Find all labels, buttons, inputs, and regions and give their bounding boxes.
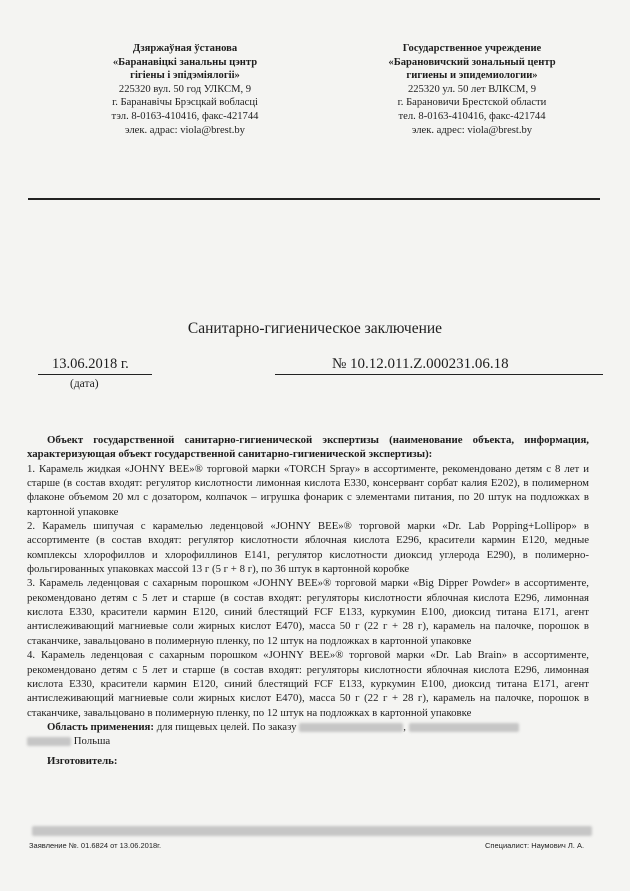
object-heading: Объект государственной санитарно-гигиенической экспертизы (наименование объекта, информация, характеризующая объект государственной санитарно-гигиенической экспертизы): [27,434,589,461]
redacted-city [27,737,71,746]
header-right-addr1: 225320 ул. 50 лет ВЛКСМ, 9 [407,83,537,95]
header-right-org: Государственное учреждение [402,43,542,54]
date-underline [38,374,152,375]
redacted-client [299,723,403,732]
manufacturer-label: Изготовитель: [47,754,118,767]
header-left-addr2: г. Баранавічы Брэсцкай вобласці [112,97,258,109]
scope-text: для пищевых целей. По заказу [156,720,297,733]
country-line [27,734,589,748]
header-divider [28,198,600,200]
date-caption: (дата) [70,378,99,390]
header-right-email: элек. адрес: viola@brest.by [411,124,533,136]
item-4: 4. Карамель леденцовая с сахарным порошком «JOHNY BEE»® торговой марки «Dr. Lab Brain» в ассортименте, рекомендовано детям с 5 лет и старше (в состав входят: регуляторы кислотности яблочная кислота Е296, лимонная кислота Е330, красители кармин Е120, синий блестящий FCF Е133, куркумин Е100, диоксид титана Е171, агент антислеживающий магниевые соли жирных кислот Е470), масса 50 г (22 г + 28 г), карамель на палочке, порошок в стаканчике, завальцовано в полимерную пленку, по 12 штук на подложках в картонной упаковке [27,649,589,719]
header-left-email: элек. адрас: viola@brest.by [125,124,245,136]
item-1: 1. Карамель жидкая «JOHNY BEE»® торговой марки «TORCH Spray» в ассортименте, рекомендовано детям с 8 лет и старше (в состав входят: регулятор кислотности лимонная кислота Е330, консервант сорбат калия Е202), в полимерном флаконе объемом 20 мл с дозатором, колпачок – игрушка фонарик с элементами питания, по 20 штук на подложках в картонной упаковке [27,462,589,518]
header-right-name1: «Барановичский зональный центр [388,56,556,68]
redacted-manufacturer-line [32,826,592,836]
document-date: 13.06.2018 г. [52,356,129,372]
footer-application: Заявление №. 01.6824 от 13.06.2018г. [29,841,162,850]
header-right-name2: гигиены и эпидемиологии» [406,70,538,82]
redacted-address [409,723,519,732]
header-right-phone: тел. 8-0163-410416, факс-421744 [398,110,546,122]
item-2: 2. Карамель шипучая с карамелью леденцовой «JOHNY BEE»® торговой марки «Dr. Lab Popping+Lollipop» в ассортименте (в состав входят: регулятор кислотности яблочная кислота Е296, красители кармин Е120, медные комплексы хлорофиллов и хлорофиллинов Е141, регулятор кислотности диоксид углерода Е290), в полимерно-фольгированных упаковках массой 13 г (5 г + 8 г), по 36 штук в картонной коробке [27,520,589,576]
header-right-addr2: г. Барановичи Брестской области [397,97,547,109]
header-right [357,42,587,137]
header-left-org: Дзяржаўная ўстанова [132,43,238,54]
scope-line: Область применения: для пищевых целей. По заказу , [27,720,589,734]
header-left-addr1: 225320 вул. 50 год УЛКСМ, 9 [118,83,252,95]
footer-specialist: Специалист: Наумович Л. А. [485,841,585,850]
number-underline [275,374,603,375]
document-number: № 10.12.011.Z.000231.06.18 [332,356,509,372]
item-3: 3. Карамель леденцовая с сахарным порошком «JOHNY BEE»® торговой марки «Big Dipper Powder» в ассортименте, рекомендовано детям с 5 лет и старше (в состав входят: регуляторы кислотности яблочная кислота Е296, лимонная кислота Е330, красители кармин Е120, синий блестящий FCF Е133, куркумин Е100, диоксид титана Е171, агент антислеживающий магниевые соли жирных кислот Е470), масса 50 г (22 г + 28 г), карамель на палочке, порошок в стаканчике, завальцовано в полимерную пленку, по 12 штук на подложках в картонной упаковке [27,577,589,647]
header-left-name2: гігіены і эпідэміялогіі» [130,70,240,82]
scope-label: Область применения: [47,720,154,733]
header-left-name1: «Баранавіцкі занальны цэнтр [112,56,258,68]
header-left-phone: тэл. 8-0163-410416, факс-421744 [111,110,259,122]
document-body [27,433,589,768]
country: Польша [73,735,111,748]
header-left [75,42,295,137]
document-title: Санитарно-гигиеническое заключение [187,320,443,337]
